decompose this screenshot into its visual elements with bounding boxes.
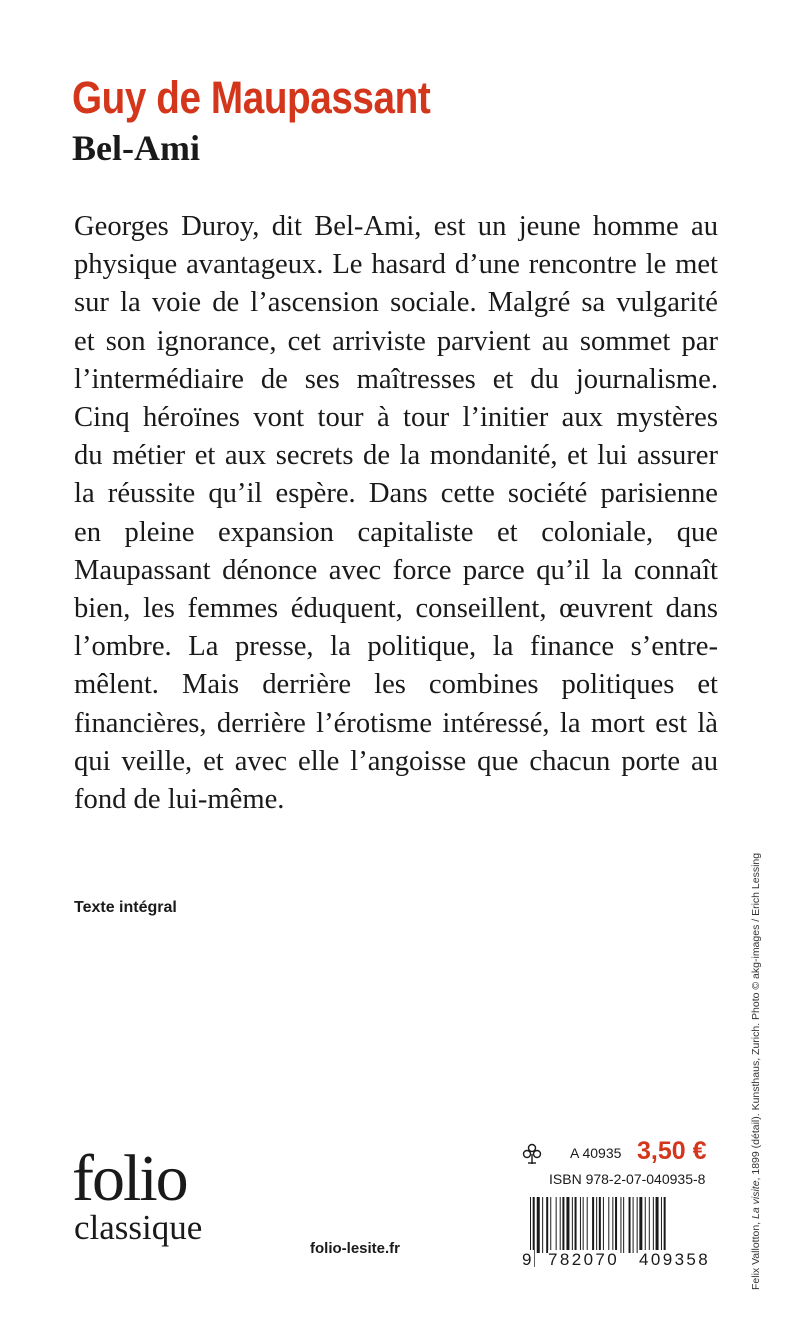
barcode-bar — [633, 1197, 634, 1253]
blurb-line: Georges Duroy, dit Bel-Ami, est un jeune homme au — [74, 211, 718, 242]
barcode-bar — [623, 1197, 624, 1253]
back-cover-blurb — [74, 208, 718, 819]
credit-work-title: La visite — [750, 1180, 762, 1219]
barcode-bar — [572, 1197, 573, 1253]
barcode-bar — [560, 1197, 561, 1253]
barcode-bar — [546, 1197, 548, 1253]
blurb-line: du métier et aux secrets de la mondanité, et lui assurer — [74, 440, 718, 472]
publisher-website: folio-lesite.fr — [310, 1240, 401, 1257]
barcode-bar — [649, 1197, 650, 1253]
barcode-bar — [566, 1197, 569, 1253]
barcode-bar — [629, 1197, 631, 1253]
blurb-line: en pleine expansion capitaliste et coloniale, que — [74, 516, 718, 548]
barcode-bar — [583, 1197, 584, 1253]
barcode-right-digits: 409358 — [639, 1250, 711, 1269]
blurb-line: l’intermédiaire de ses maîtresses et du journalisme. — [74, 363, 718, 395]
blurb-line: physique avantageux. Le hasard d’une rencontre le met — [74, 249, 718, 281]
blurb-line: bien, les femmes éduquent, conseillent, œuvrent dans — [74, 593, 718, 625]
price-block — [522, 1137, 722, 1170]
barcode-bar — [608, 1197, 609, 1253]
barcode-bar — [620, 1197, 621, 1253]
tree-icon — [522, 1143, 542, 1165]
barcode-bar — [587, 1197, 588, 1253]
isbn: ISBN 978-2-07-040935-8 — [549, 1171, 706, 1187]
barcode-bar — [639, 1197, 642, 1253]
barcode-bar — [537, 1197, 540, 1253]
barcode-bar — [661, 1197, 662, 1253]
barcode-bar — [656, 1197, 659, 1253]
integral-text-label: Texte intégral — [74, 899, 177, 916]
blurb-line: mêlent. Mais derrière les combines politiques et — [74, 669, 718, 701]
catalog-code: A 40935 — [570, 1145, 622, 1161]
barcode-bar — [612, 1197, 613, 1253]
barcode-bar — [550, 1197, 551, 1253]
barcode-bar — [653, 1197, 654, 1253]
blurb-line: fond de lui-même. — [74, 784, 285, 816]
barcode-bar — [562, 1197, 564, 1253]
barcode-bar — [580, 1197, 581, 1253]
barcode-bar — [615, 1197, 617, 1253]
blurb-line: l’ombre. La presse, la politique, la finance s’entre- — [74, 631, 718, 663]
collection-name: classique — [74, 1208, 203, 1247]
price: 3,50 € — [637, 1137, 707, 1165]
book-title: Bel-Ami — [72, 128, 200, 168]
barcode-bar — [542, 1197, 543, 1253]
blurb-line: et son ignorance, cet arriviste parvient au sommet par — [74, 325, 718, 357]
blurb-line: qui veille, et avec elle l’angoisse que chacun porte au — [74, 745, 718, 777]
credit-prefix: Felix Vallotton, — [750, 1218, 762, 1290]
barcode-first-digit: 9 — [522, 1250, 534, 1269]
author-name: Guy de Maupassant — [72, 72, 431, 123]
barcode-left-digits: 782070 — [548, 1250, 620, 1269]
blurb-line: Maupassant dénonce avec force parce qu’il la connaît — [74, 554, 718, 586]
barcode-bar — [645, 1197, 646, 1253]
blurb-line: la réussite qu’il espère. Dans cette société parisienne — [74, 478, 718, 510]
barcode-bar — [637, 1197, 638, 1253]
blurb-line: sur la voie de l’ascension sociale. Malgré sa vulgarité — [74, 287, 718, 319]
blurb-line: financières, derrière l’érotisme intéressé, la mort est là — [74, 707, 718, 739]
credit-suffix: , 1899 (détail). Kunsthaus, Zurich. Photo © akg-images / Erich Lessing — [750, 852, 762, 1181]
barcode-bar — [603, 1197, 604, 1253]
barcode-bar — [556, 1197, 557, 1253]
barcode-bar — [575, 1197, 577, 1253]
photo-credit — [750, 853, 762, 1290]
barcode-bar — [592, 1197, 594, 1253]
blurb-line: Cinq héroïnes vont tour à tour l’initier aux mystères — [74, 402, 718, 434]
folio-logo: folio — [72, 1142, 187, 1215]
